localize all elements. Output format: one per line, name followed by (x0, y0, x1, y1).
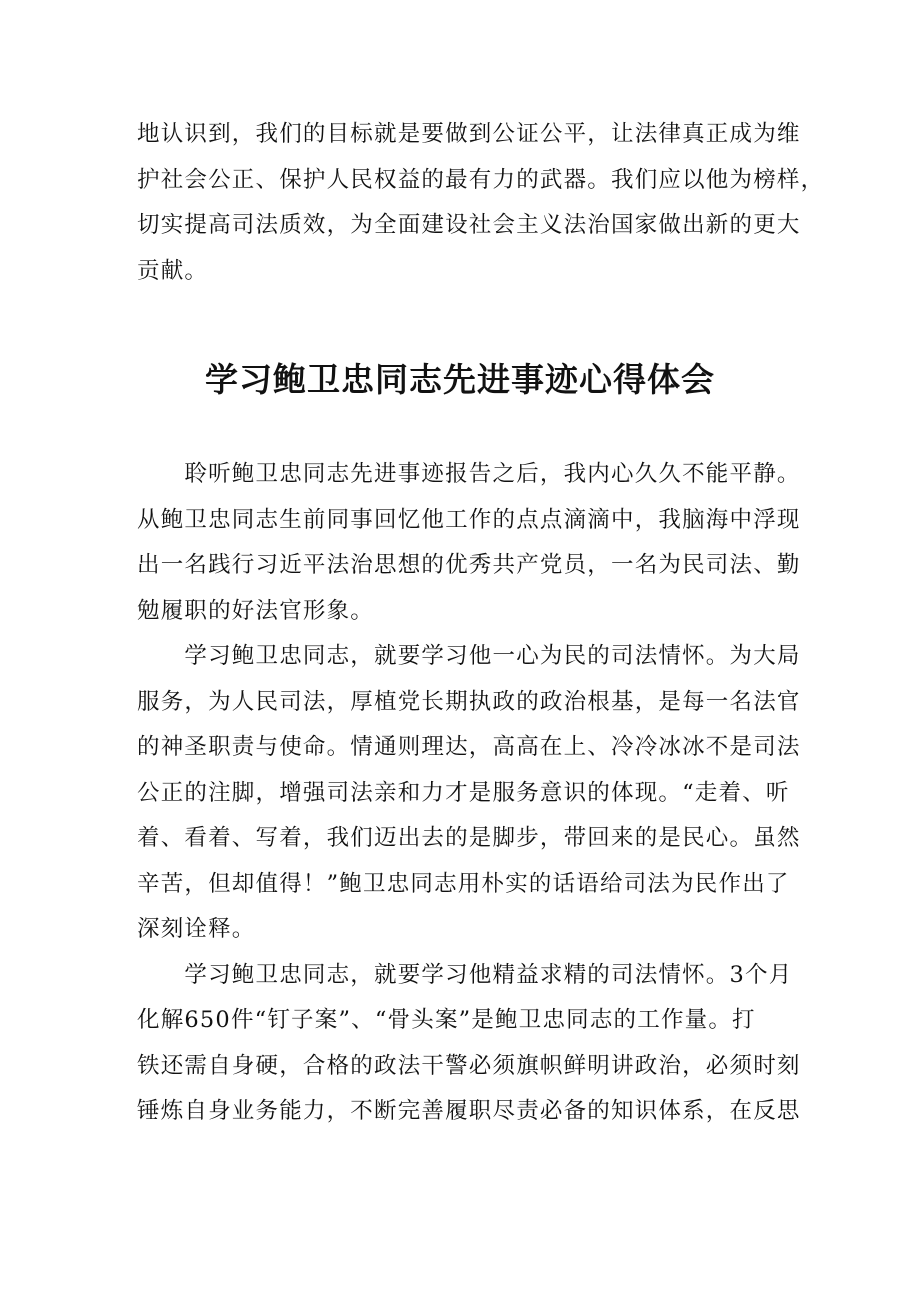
text-line: 深刻诠释。 (137, 916, 256, 942)
intro-paragraph (137, 112, 825, 294)
text-line: 学习鲍卫忠同志，就要学习他精益求精的司法情怀。3个月 (137, 961, 793, 988)
text-line: 聆听鲍卫忠同志先进事迹报告之后，我内心久久不能平静。 (137, 461, 801, 487)
text-line: 铁还需自身硬，合格的政法干警必须旗帜鲜明讲政治，必须时刻 (137, 1052, 801, 1079)
text-line: 辛苦，但却值得！”鲍卫忠同志用朴实的话语给司法为民作出了 (137, 870, 790, 897)
text-line: 着、看着、写着，我们迈出去的是脚步，带回来的是民心。虽然 (137, 825, 801, 851)
text-line: 切实提高司法质效，为全面建设社会主义法治国家做出新的更大 (137, 212, 801, 238)
text-line: 公正的注脚，增强司法亲和力才是服务意识的体现。“走着、听 (137, 779, 790, 806)
text-line: 勉履职的好法官形象。 (137, 597, 375, 624)
text-line: 学习鲍卫忠同志，就要学习他一心为民的司法情怀。为大局 (137, 643, 801, 669)
text-line: 服务，为人民司法，厚植党长期执政的政治根基，是每一名法官 (137, 688, 801, 715)
text-line: 地认识到，我们的目标就是要做到公证公平，让法律真正成为维 (137, 121, 801, 147)
document-title: 学习鲍卫忠同志先进事迹心得体会 (205, 360, 715, 399)
text-line: 护社会公正、保护人民权益的最有力的武器。我们应以他为榜样， (137, 166, 825, 193)
text-line: 的神圣职责与使命。情通则理达，高高在上、冷冷冰冰不是司法 (137, 734, 801, 760)
body-text (137, 452, 799, 1135)
text-line: 锤炼自身业务能力，不断完善履职尽责必备的知识体系，在反思 (137, 1098, 801, 1124)
text-line: 贡献。 (137, 257, 209, 284)
text-line: 化解650件“钉子案”、“骨头案”是鲍卫忠同志的工作量。打 (137, 1007, 756, 1033)
text-line: 从鲍卫忠同志生前同事回忆他工作的点点滴滴中，我脑海中浮现 (137, 506, 801, 533)
text-line: 出一名践行习近平法治思想的优秀共产党员，一名为民司法、勤 (137, 552, 801, 578)
